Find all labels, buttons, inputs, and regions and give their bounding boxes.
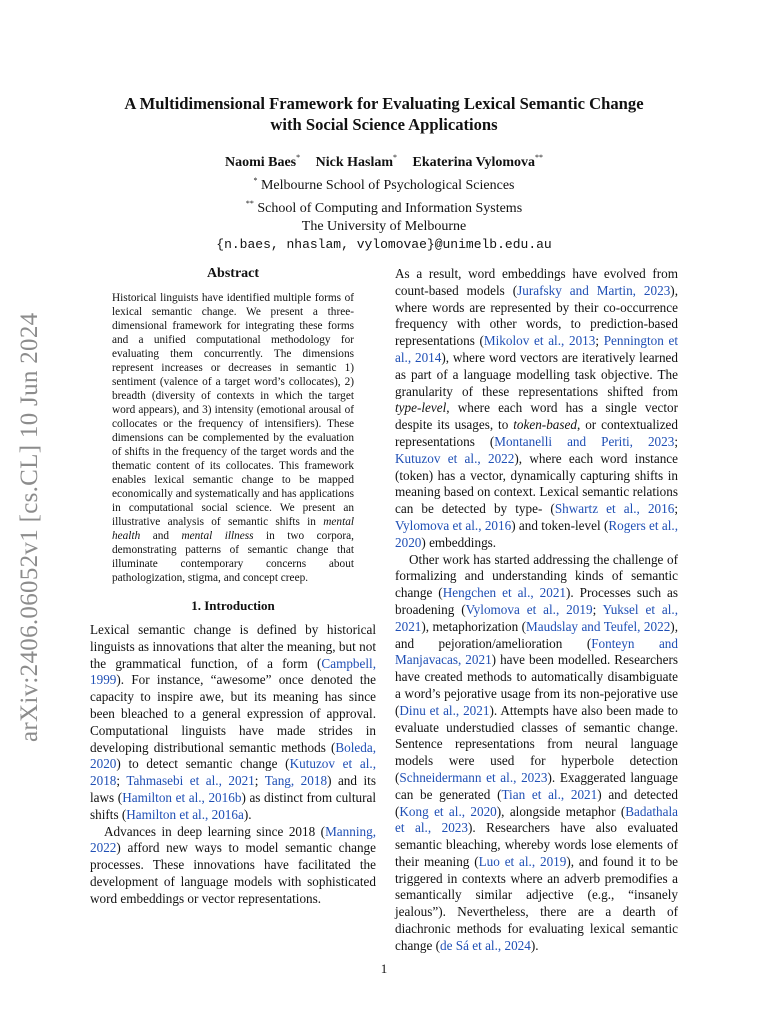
title-line-1: A Multidimensional Framework for Evaluating Lexical Semantic Change bbox=[124, 94, 644, 113]
affiliation-2 bbox=[90, 195, 678, 218]
citation-link[interactable]: Luo et al., 2019 bbox=[478, 853, 567, 869]
citation-link[interactable]: Schneidermann et al., 2023 bbox=[399, 769, 548, 785]
intro-paragraph-3: As a result, word embeddings have evolved from count-based models (Jurafsky and Martin, 2023), where words are represented by their co-occurrence frequency with other words, to prediction-based representations (Mikolov et al., 2013; Pennington et al., 2014), where word vectors are iteratively learned as part of a language modelling task objective. The granularity of these representations shifted from type-level, where each word has a single vector despite its usages, to token-based, or contextualized representations (Montanelli and Periti, 2023; Kutuzov et al., 2022), where each word instance (token) has a vector, dynamically capturing shifts in meaning based on context. Lexical semantic relations can be detected by type- (Shwartz et al., 2016; Vylomova et al., 2016) and token-level (Rogers et al., 2020) embeddings. bbox=[395, 266, 679, 550]
author-mark: ** bbox=[535, 153, 544, 162]
citation-link[interactable]: Campbell, 1999 bbox=[90, 655, 376, 688]
abstract-text: Historical linguists have identified multiple forms of lexical semantic change. We present a three-dimensional framework for integrating these forms and a unified computational methodology for evaluating them concurrently. The dimensions represent increases or decreases in semantic 1) sentiment (valence of a target word’s collocates), 2) breadth (diversity of contexts in which the target word appears), and 3) intensity (emotional arousal of collocates or the frequency of intensifiers). These dimensions can be complemented by the evaluation of shifts in the frequency of the target words and the thematic content of its collocates. This framework enables lexical semantic change to be mapped economically and systematically and has applications in computational social science. We present an illustrative analysis of semantic shifts in mental health and mental illness in two corpora, demonstrating patterns of semantic change that illuminate contemporary concerns about pathologization, stigma, and concept creep. bbox=[112, 292, 354, 584]
affiliation-text: Melbourne School of Psychological Sciences bbox=[260, 178, 515, 193]
section-heading-introduction: 1. Introduction bbox=[191, 598, 275, 613]
citation-link[interactable]: Badathala et al., 2023 bbox=[395, 803, 678, 836]
intro-paragraph-4: Other work has started addressing the challenge of formalizing and understanding kinds of semantic change (Hengchen et al., 2021). Processes such as broadening (Vylomova et al., 2019; Yuksel et al., 2021), metaphorization (Maudslay and Teufel, 2022), and pejoration/amelioration (Fonteyn and Manjavacas, 2021) have been modelled. Researchers have created methods to automatically disambiguate a word’s pejorative usage from its non-pejorative use (Dinu et al., 2021). Attempts have also been made to evaluate understudied classes of semantic change. Sentence representations from neural language models were used for hyperbole detection (Schneidermann et al., 2023). Exaggerated language can be generated (Tian et al., 2021) and detected (Kong et al., 2020), alongside metaphor (Badathala et al., 2023). Researchers have also evaluated semantic bleaching, whereby words lose elements of their meaning (Luo et al., 2019), and found it to be triggered in contexts where an adverb premodifies a semantically similar adjective (e.g., “insanely jealous”). Nevertheless, there are a dearth of diachronic methods for evaluating lexical semantic change (de Sá et al., 2024). bbox=[395, 551, 679, 953]
author-list bbox=[90, 149, 678, 172]
citation-link[interactable]: de Sá et al., 2024 bbox=[440, 937, 531, 953]
citation-link[interactable]: Shwartz et al., 2016 bbox=[554, 501, 675, 517]
intro-paragraph-1: Lexical semantic change is defined by historical linguists as innovations that alter the meaning, but not the grammatical function, of a form (Campbell, 1999). For instance, “awesome” once denoted the capacity to inspire awe, but its meaning has since been bleached to a general expression of approval. Computational linguists have made strides in developing distributional semantic methods (Boleda, 2020) to detect semantic change (Kutuzov et al., 2018; Tahmasebi et al., 2021; Tang, 2018) and its laws (Hamilton et al., 2016b) as distinct from cultural shifts (Hamilton et al., 2016a). bbox=[90, 622, 377, 822]
citation-link[interactable]: Dinu et al., 2021 bbox=[399, 702, 490, 718]
citation-link[interactable]: Tian et al., 2021 bbox=[501, 786, 598, 802]
citation-link[interactable]: Vylomova et al., 2019 bbox=[465, 601, 593, 617]
citation-link[interactable]: Jurafsky and Martin, 2023 bbox=[517, 282, 671, 298]
page-number: 1 bbox=[380, 961, 388, 976]
right-column bbox=[395, 266, 678, 955]
citation-link[interactable]: Kutuzov et al., 2018 bbox=[90, 756, 377, 789]
citation-link[interactable]: Maudslay and Teufel, 2022 bbox=[526, 618, 671, 634]
citation-link[interactable]: Boleda, 2020 bbox=[90, 739, 376, 772]
citation-link[interactable]: Kutuzov et al., 2022 bbox=[395, 450, 515, 466]
arxiv-identifier-stamp: arXiv:2406.06052v1 [cs.CL] 10 Jun 2024 bbox=[16, 312, 43, 742]
affiliation-mark: * bbox=[253, 176, 258, 185]
citation-link[interactable]: Kong et al., 2020 bbox=[399, 803, 497, 819]
left-column bbox=[90, 265, 376, 908]
citation-link[interactable]: Rogers et al., 2020 bbox=[395, 517, 678, 550]
author-emails: {n.baes, nhaslam, vylomovae}@unimelb.edu.au bbox=[216, 237, 552, 252]
author-name: Naomi Baes bbox=[224, 155, 297, 170]
intro-paragraph-2: Advances in deep learning since 2018 (Manning, 2022) afford new ways to model semantic change processes. These innovations have facilitated the development of language models with sophisticated word embeddings or vector representations. bbox=[90, 823, 376, 906]
citation-link[interactable]: Vylomova et al., 2016 bbox=[395, 517, 512, 533]
citation-link[interactable]: Montanelli and Periti, 2023 bbox=[494, 433, 675, 449]
author-name: Nick Haslam bbox=[315, 155, 394, 170]
author-name: Ekaterina Vylomova bbox=[412, 155, 536, 170]
affiliation-3 bbox=[90, 218, 678, 236]
author-mark: * bbox=[393, 153, 398, 162]
affiliation-text: School of Computing and Information Systems bbox=[257, 201, 523, 216]
citation-link[interactable]: Yuksel et al., 2021 bbox=[395, 601, 678, 634]
citation-link[interactable]: Hamilton et al., 2016a bbox=[126, 806, 244, 822]
paper-header bbox=[90, 93, 678, 254]
citation-link[interactable]: Hengchen et al., 2021 bbox=[442, 585, 567, 601]
citation-link[interactable]: Hamilton et al., 2016b bbox=[122, 789, 242, 805]
title-line-2: with Social Science Applications bbox=[270, 115, 498, 134]
citation-link[interactable]: Manning, 2022 bbox=[90, 823, 376, 856]
citation-link[interactable]: Tang, 2018 bbox=[264, 773, 328, 789]
author-mark: * bbox=[296, 153, 301, 162]
citation-link[interactable]: Tahmasebi et al., 2021 bbox=[126, 773, 255, 789]
citation-link[interactable]: Mikolov et al., 2013 bbox=[483, 333, 596, 349]
affiliation-1 bbox=[90, 172, 678, 195]
citation-link[interactable]: Fonteyn and Manjavacas, 2021 bbox=[395, 635, 678, 668]
affiliation-text: The University of Melbourne bbox=[301, 219, 467, 234]
paper-title bbox=[90, 93, 678, 135]
affiliation-mark: ** bbox=[245, 199, 254, 208]
citation-link[interactable]: Pennington et al., 2014 bbox=[395, 333, 678, 365]
abstract-heading: Abstract bbox=[206, 266, 260, 281]
